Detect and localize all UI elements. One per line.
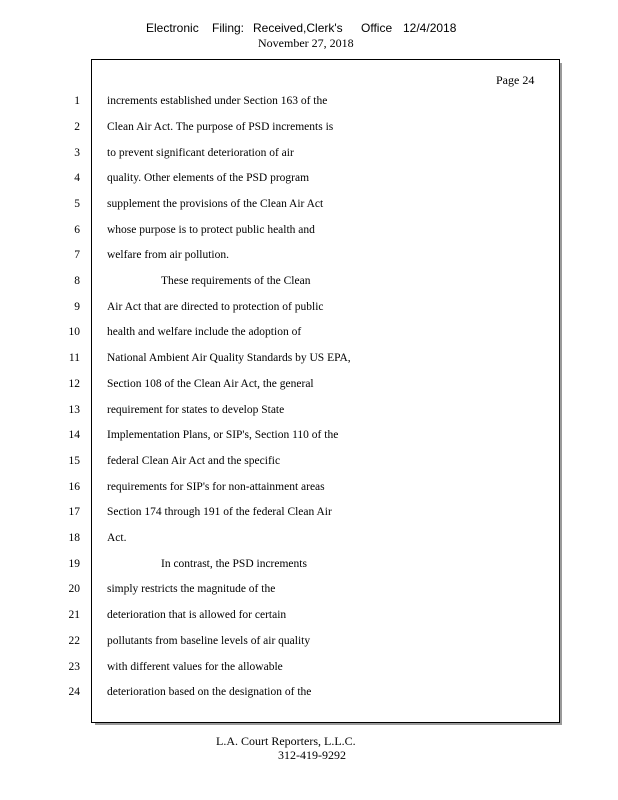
line-text: deterioration that is allowed for certain — [107, 609, 287, 621]
line-number: 2 — [74, 121, 80, 133]
transcript-line — [0, 455, 618, 471]
line-text: In contrast, the PSD increments — [161, 558, 307, 570]
line-number: 4 — [74, 172, 80, 184]
transcript-line — [0, 147, 618, 163]
transcript-line — [0, 275, 618, 291]
filing-stamp-word: Filing: — [212, 21, 245, 35]
line-text: health and welfare include the adoption of — [107, 326, 302, 338]
transcript-line — [0, 326, 618, 342]
line-number: 6 — [74, 224, 80, 236]
filing-stamp-date: 12/4/2018 — [403, 21, 457, 35]
transcript-line — [0, 532, 618, 548]
line-number: 11 — [68, 352, 80, 364]
line-number: 3 — [74, 147, 80, 159]
line-text: with different values for the allowable — [107, 661, 283, 673]
line-text: supplement the provisions of the Clean Air Act — [107, 198, 324, 210]
transcript-line — [0, 121, 618, 137]
line-number: 12 — [68, 378, 80, 390]
transcript-line — [0, 506, 618, 522]
line-number: 7 — [74, 249, 80, 261]
line-text: pollutants from baseline levels of air quality — [107, 635, 311, 647]
line-number: 16 — [68, 481, 80, 493]
transcript-line — [0, 378, 618, 394]
line-number: 24 — [68, 686, 80, 698]
line-text: Clean Air Act. The purpose of PSD increments is — [107, 121, 334, 133]
line-number: 18 — [68, 532, 80, 544]
page-number: Page 24 — [496, 73, 535, 87]
line-number: 5 — [74, 198, 80, 210]
transcript-line — [0, 172, 618, 188]
line-text: requirement for states to develop State — [107, 404, 285, 416]
transcript-line — [0, 558, 618, 574]
line-number: 15 — [68, 455, 80, 467]
transcript-line — [0, 481, 618, 497]
line-number: 14 — [68, 429, 80, 441]
transcript-line — [0, 95, 618, 111]
line-text: to prevent significant deterioration of air — [107, 147, 294, 159]
line-number: 8 — [74, 275, 80, 287]
line-text: requirements for SIP's for non-attainment areas — [107, 481, 325, 493]
line-number: 10 — [68, 326, 80, 338]
transcript-line — [0, 635, 618, 651]
footer-phone: 312-419-9292 — [278, 748, 346, 762]
line-number: 19 — [68, 558, 80, 570]
line-text: Act. — [107, 532, 127, 544]
line-number: 22 — [68, 635, 80, 647]
line-text: These requirements of the Clean — [161, 275, 311, 287]
transcript-line — [0, 301, 618, 317]
transcript-line — [0, 583, 618, 599]
line-number: 21 — [68, 609, 80, 621]
line-number: 23 — [68, 661, 80, 673]
transcript-line — [0, 686, 618, 702]
transcript-line — [0, 249, 618, 265]
line-text: Implementation Plans, or SIP's, Section 110 of the — [107, 429, 339, 441]
filing-stamp-word: Electronic — [146, 21, 199, 35]
filing-stamp-word: Received,Clerk's — [253, 21, 343, 35]
transcript-line — [0, 224, 618, 240]
transcript-line — [0, 609, 618, 625]
line-number: 9 — [74, 301, 80, 313]
transcript-line — [0, 429, 618, 445]
line-text: deterioration based on the designation of the — [107, 686, 312, 698]
line-number: 17 — [68, 506, 80, 518]
line-number: 1 — [74, 95, 80, 107]
line-number: 13 — [68, 404, 80, 416]
line-text: Section 174 through 191 of the federal Clean Air — [107, 506, 332, 518]
transcript-line — [0, 198, 618, 214]
transcript-line — [0, 352, 618, 368]
transcript-line — [0, 661, 618, 677]
line-text: Section 108 of the Clean Air Act, the general — [107, 378, 314, 390]
line-text: National Ambient Air Quality Standards by US EPA, — [107, 352, 351, 364]
line-number: 20 — [68, 583, 80, 595]
line-text: federal Clean Air Act and the specific — [107, 455, 281, 467]
line-text: welfare from air pollution. — [107, 249, 229, 261]
line-text: simply restricts the magnitude of the — [107, 583, 276, 595]
line-text: whose purpose is to protect public health and — [107, 224, 315, 236]
transcript-line — [0, 404, 618, 420]
line-text: Air Act that are directed to protection of public — [107, 301, 324, 313]
line-text: increments established under Section 163 of the — [107, 95, 328, 107]
filing-stamp-word: Office — [361, 21, 393, 35]
footer-company: L.A. Court Reporters, L.L.C. — [216, 734, 356, 748]
line-text: quality. Other elements of the PSD program — [107, 172, 310, 184]
transcript-date: November 27, 2018 — [258, 36, 354, 50]
